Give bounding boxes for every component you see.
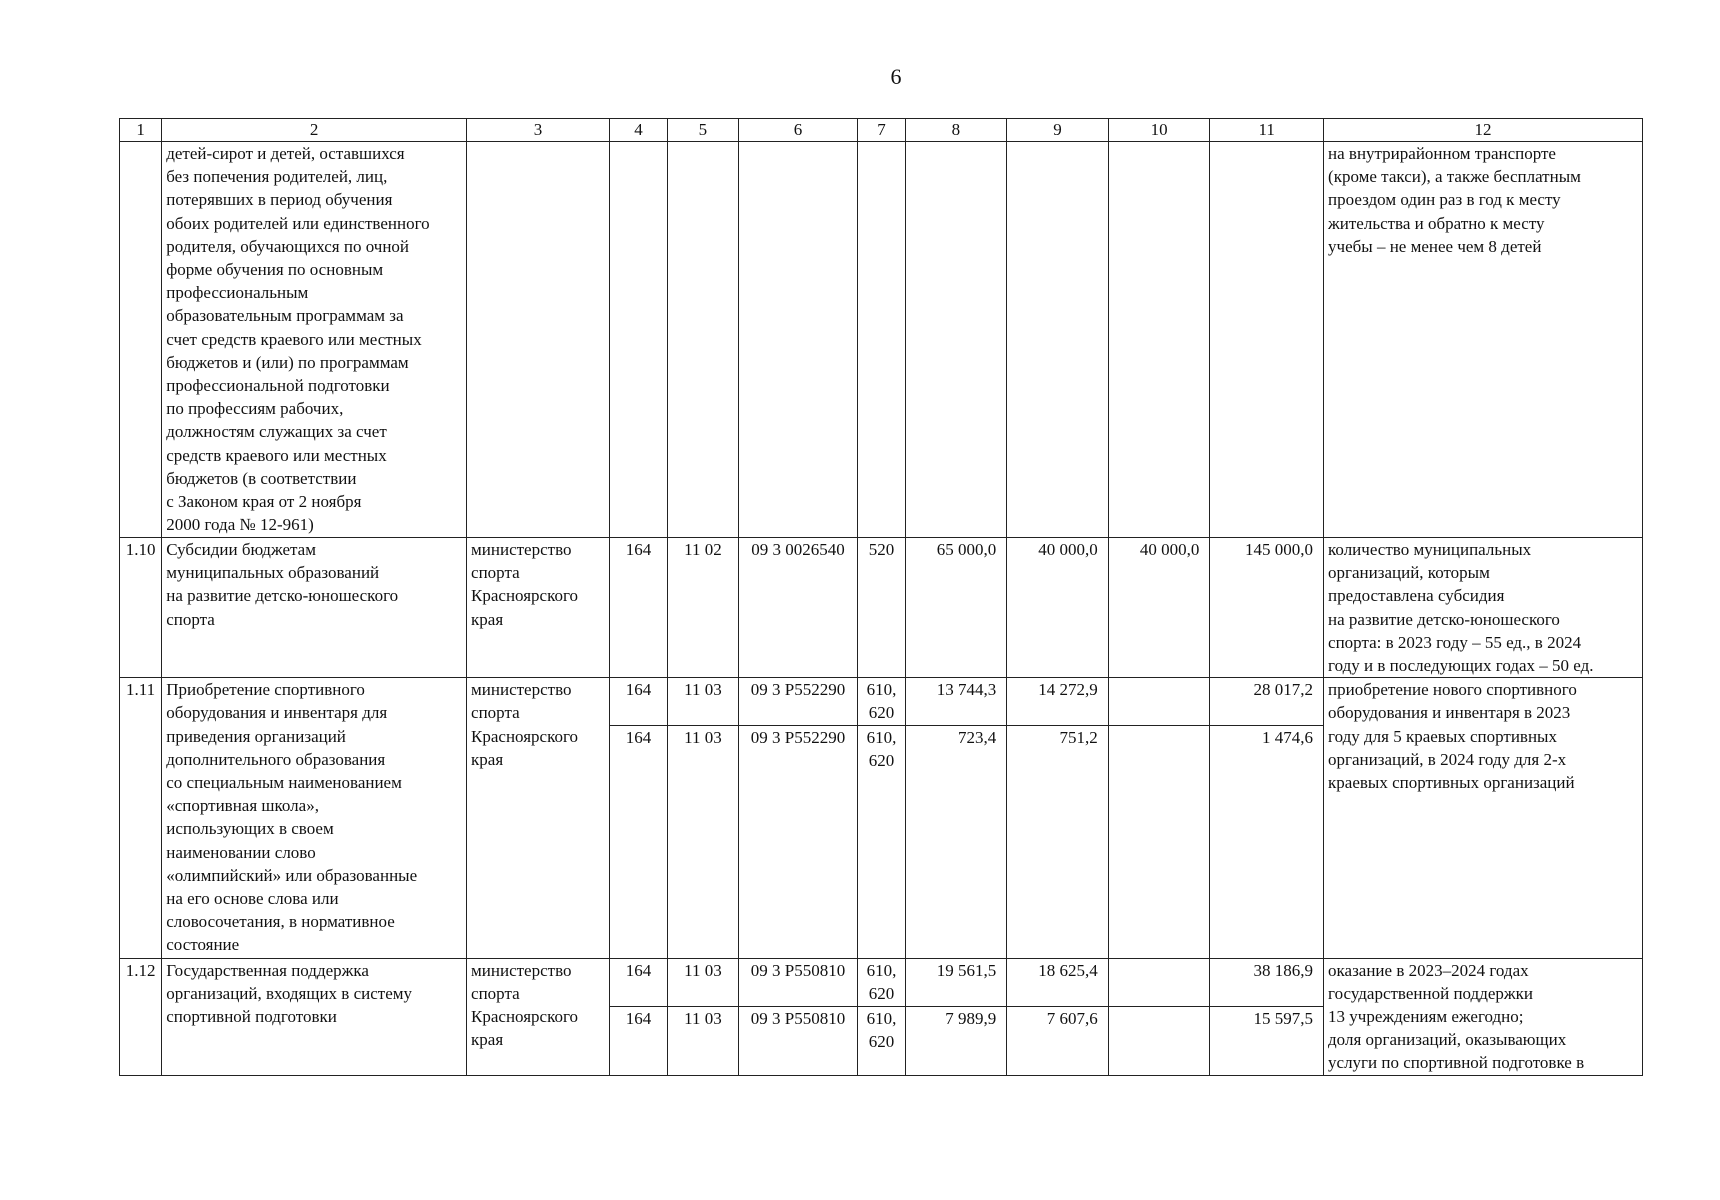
- total-cell: 28 017,2: [1210, 678, 1324, 725]
- year-2025-cell: [1108, 725, 1210, 958]
- page-number: 6: [890, 64, 902, 89]
- grbs-cell: 164: [609, 725, 667, 958]
- vr-cell: 610, 620: [858, 678, 905, 725]
- total-cell: 15 597,5: [1210, 1006, 1324, 1075]
- total-cell: 1 474,6: [1210, 725, 1324, 958]
- executor-cell: министерство спорта Красноярского края: [467, 678, 610, 958]
- year-2025-cell: 40 000,0: [1108, 538, 1210, 678]
- grbs-cell: 164: [609, 1006, 667, 1075]
- program-activities-table: [119, 118, 1643, 1076]
- year-2024-cell: 18 625,4: [1007, 958, 1109, 1006]
- column-header: 2: [162, 119, 467, 142]
- column-header: 7: [858, 119, 905, 142]
- table-row-1-11: [120, 678, 1643, 725]
- result-cell: приобретение нового спортивного оборудования и инвентаря в 2023 году для 5 краевых спортивных организаций, в 2024 году для 2-х краевых спортивных организаций: [1324, 678, 1643, 958]
- csr-cell: 09 3 Р552290: [738, 725, 858, 958]
- description-cell: детей-сирот и детей, оставшихся без попечения родителей, лиц, потерявших в период обучения обоих родителей или единственного родителя, обучающихся по очной форме обучения по основным профессиональным образовательным программам за счет средств краевого или местных бюджетов и (или) по программам профессиональной подготовки по профессиям рабочих, должностям служащих за счет средств краевого или местных бюджетов (в соответствии с Законом края от 2 ноября 2000 года № 12-961): [162, 142, 467, 538]
- row-number-cell: [120, 142, 162, 538]
- rzpr-cell: [668, 142, 738, 538]
- vr-cell: 610, 620: [858, 958, 905, 1006]
- column-header: 4: [609, 119, 667, 142]
- result-cell: оказание в 2023–2024 годах государственной поддержки 13 учреждениям ежегодно; доля организаций, оказывающих услуги по спортивной подготовке в: [1324, 958, 1643, 1075]
- year-2023-cell: 723,4: [905, 725, 1007, 958]
- table-row-continuation: [120, 142, 1643, 538]
- result-cell: количество муниципальных организаций, которым предоставлена субсидия на развитие детско-юношеского спорта: в 2023 году – 55 ед., в 2024 году и в последующих годах – 50 ед.: [1324, 538, 1643, 678]
- year-2023-cell: 65 000,0: [905, 538, 1007, 678]
- executor-cell: министерство спорта Красноярского края: [467, 538, 610, 678]
- year-2023-cell: 19 561,5: [905, 958, 1007, 1006]
- year-2024-cell: 751,2: [1007, 725, 1109, 958]
- rzpr-cell: 11 03: [668, 1006, 738, 1075]
- csr-cell: 09 3 0026540: [738, 538, 858, 678]
- column-header: 12: [1324, 119, 1643, 142]
- csr-cell: 09 3 Р550810: [738, 1006, 858, 1075]
- column-header: 9: [1007, 119, 1109, 142]
- total-cell: 38 186,9: [1210, 958, 1324, 1006]
- column-header: 11: [1210, 119, 1324, 142]
- csr-cell: 09 3 Р550810: [738, 958, 858, 1006]
- year-2025-cell: [1108, 678, 1210, 725]
- year-2024-cell: 40 000,0: [1007, 538, 1109, 678]
- vr-cell: 610, 620: [858, 725, 905, 958]
- column-header: 1: [120, 119, 162, 142]
- row-number-cell: 1.11: [120, 678, 162, 958]
- column-header: 10: [1108, 119, 1210, 142]
- year-2024-cell: 14 272,9: [1007, 678, 1109, 725]
- grbs-cell: 164: [609, 678, 667, 725]
- table-row-1-10: [120, 538, 1643, 678]
- table-row-1-12: [120, 958, 1643, 1006]
- row-number-cell: 1.12: [120, 958, 162, 1075]
- rzpr-cell: 11 03: [668, 678, 738, 725]
- description-cell: Субсидии бюджетам муниципальных образований на развитие детско-юношеского спорта: [162, 538, 467, 678]
- rzpr-cell: 11 03: [668, 958, 738, 1006]
- executor-cell: министерство спорта Красноярского края: [467, 958, 610, 1075]
- grbs-cell: 164: [609, 958, 667, 1006]
- column-header: 8: [905, 119, 1007, 142]
- total-cell: [1210, 142, 1324, 538]
- year-2023-cell: [905, 142, 1007, 538]
- year-2024-cell: 7 607,6: [1007, 1006, 1109, 1075]
- vr-cell: 520: [858, 538, 905, 678]
- result-cell: на внутрирайонном транспорте (кроме такси), а также бесплатным проездом один раз в год к месту жительства и обратно к месту учебы – не менее чем 8 детей: [1324, 142, 1643, 538]
- column-number-row: [120, 119, 1643, 142]
- year-2025-cell: [1108, 958, 1210, 1006]
- csr-cell: 09 3 Р552290: [738, 678, 858, 725]
- rzpr-cell: 11 03: [668, 725, 738, 958]
- description-cell: Государственная поддержка организаций, входящих в систему спортивной подготовки: [162, 958, 467, 1075]
- total-cell: 145 000,0: [1210, 538, 1324, 678]
- rzpr-cell: 11 02: [668, 538, 738, 678]
- column-header: 5: [668, 119, 738, 142]
- vr-cell: [858, 142, 905, 538]
- grbs-cell: [609, 142, 667, 538]
- year-2023-cell: 7 989,9: [905, 1006, 1007, 1075]
- vr-cell: 610, 620: [858, 1006, 905, 1075]
- description-cell: Приобретение спортивного оборудования и инвентаря для приведения организаций дополнительного образования со специальным наименованием «спортивная школа», использующих в своем наименовании слово «олимпийский» или образованные на его основе слова или словосочетания, в нормативное состояние: [162, 678, 467, 958]
- year-2025-cell: [1108, 142, 1210, 538]
- csr-cell: [738, 142, 858, 538]
- column-header: 3: [467, 119, 610, 142]
- row-number-cell: 1.10: [120, 538, 162, 678]
- grbs-cell: 164: [609, 538, 667, 678]
- column-header: 6: [738, 119, 858, 142]
- year-2023-cell: 13 744,3: [905, 678, 1007, 725]
- year-2024-cell: [1007, 142, 1109, 538]
- executor-cell: [467, 142, 610, 538]
- year-2025-cell: [1108, 1006, 1210, 1075]
